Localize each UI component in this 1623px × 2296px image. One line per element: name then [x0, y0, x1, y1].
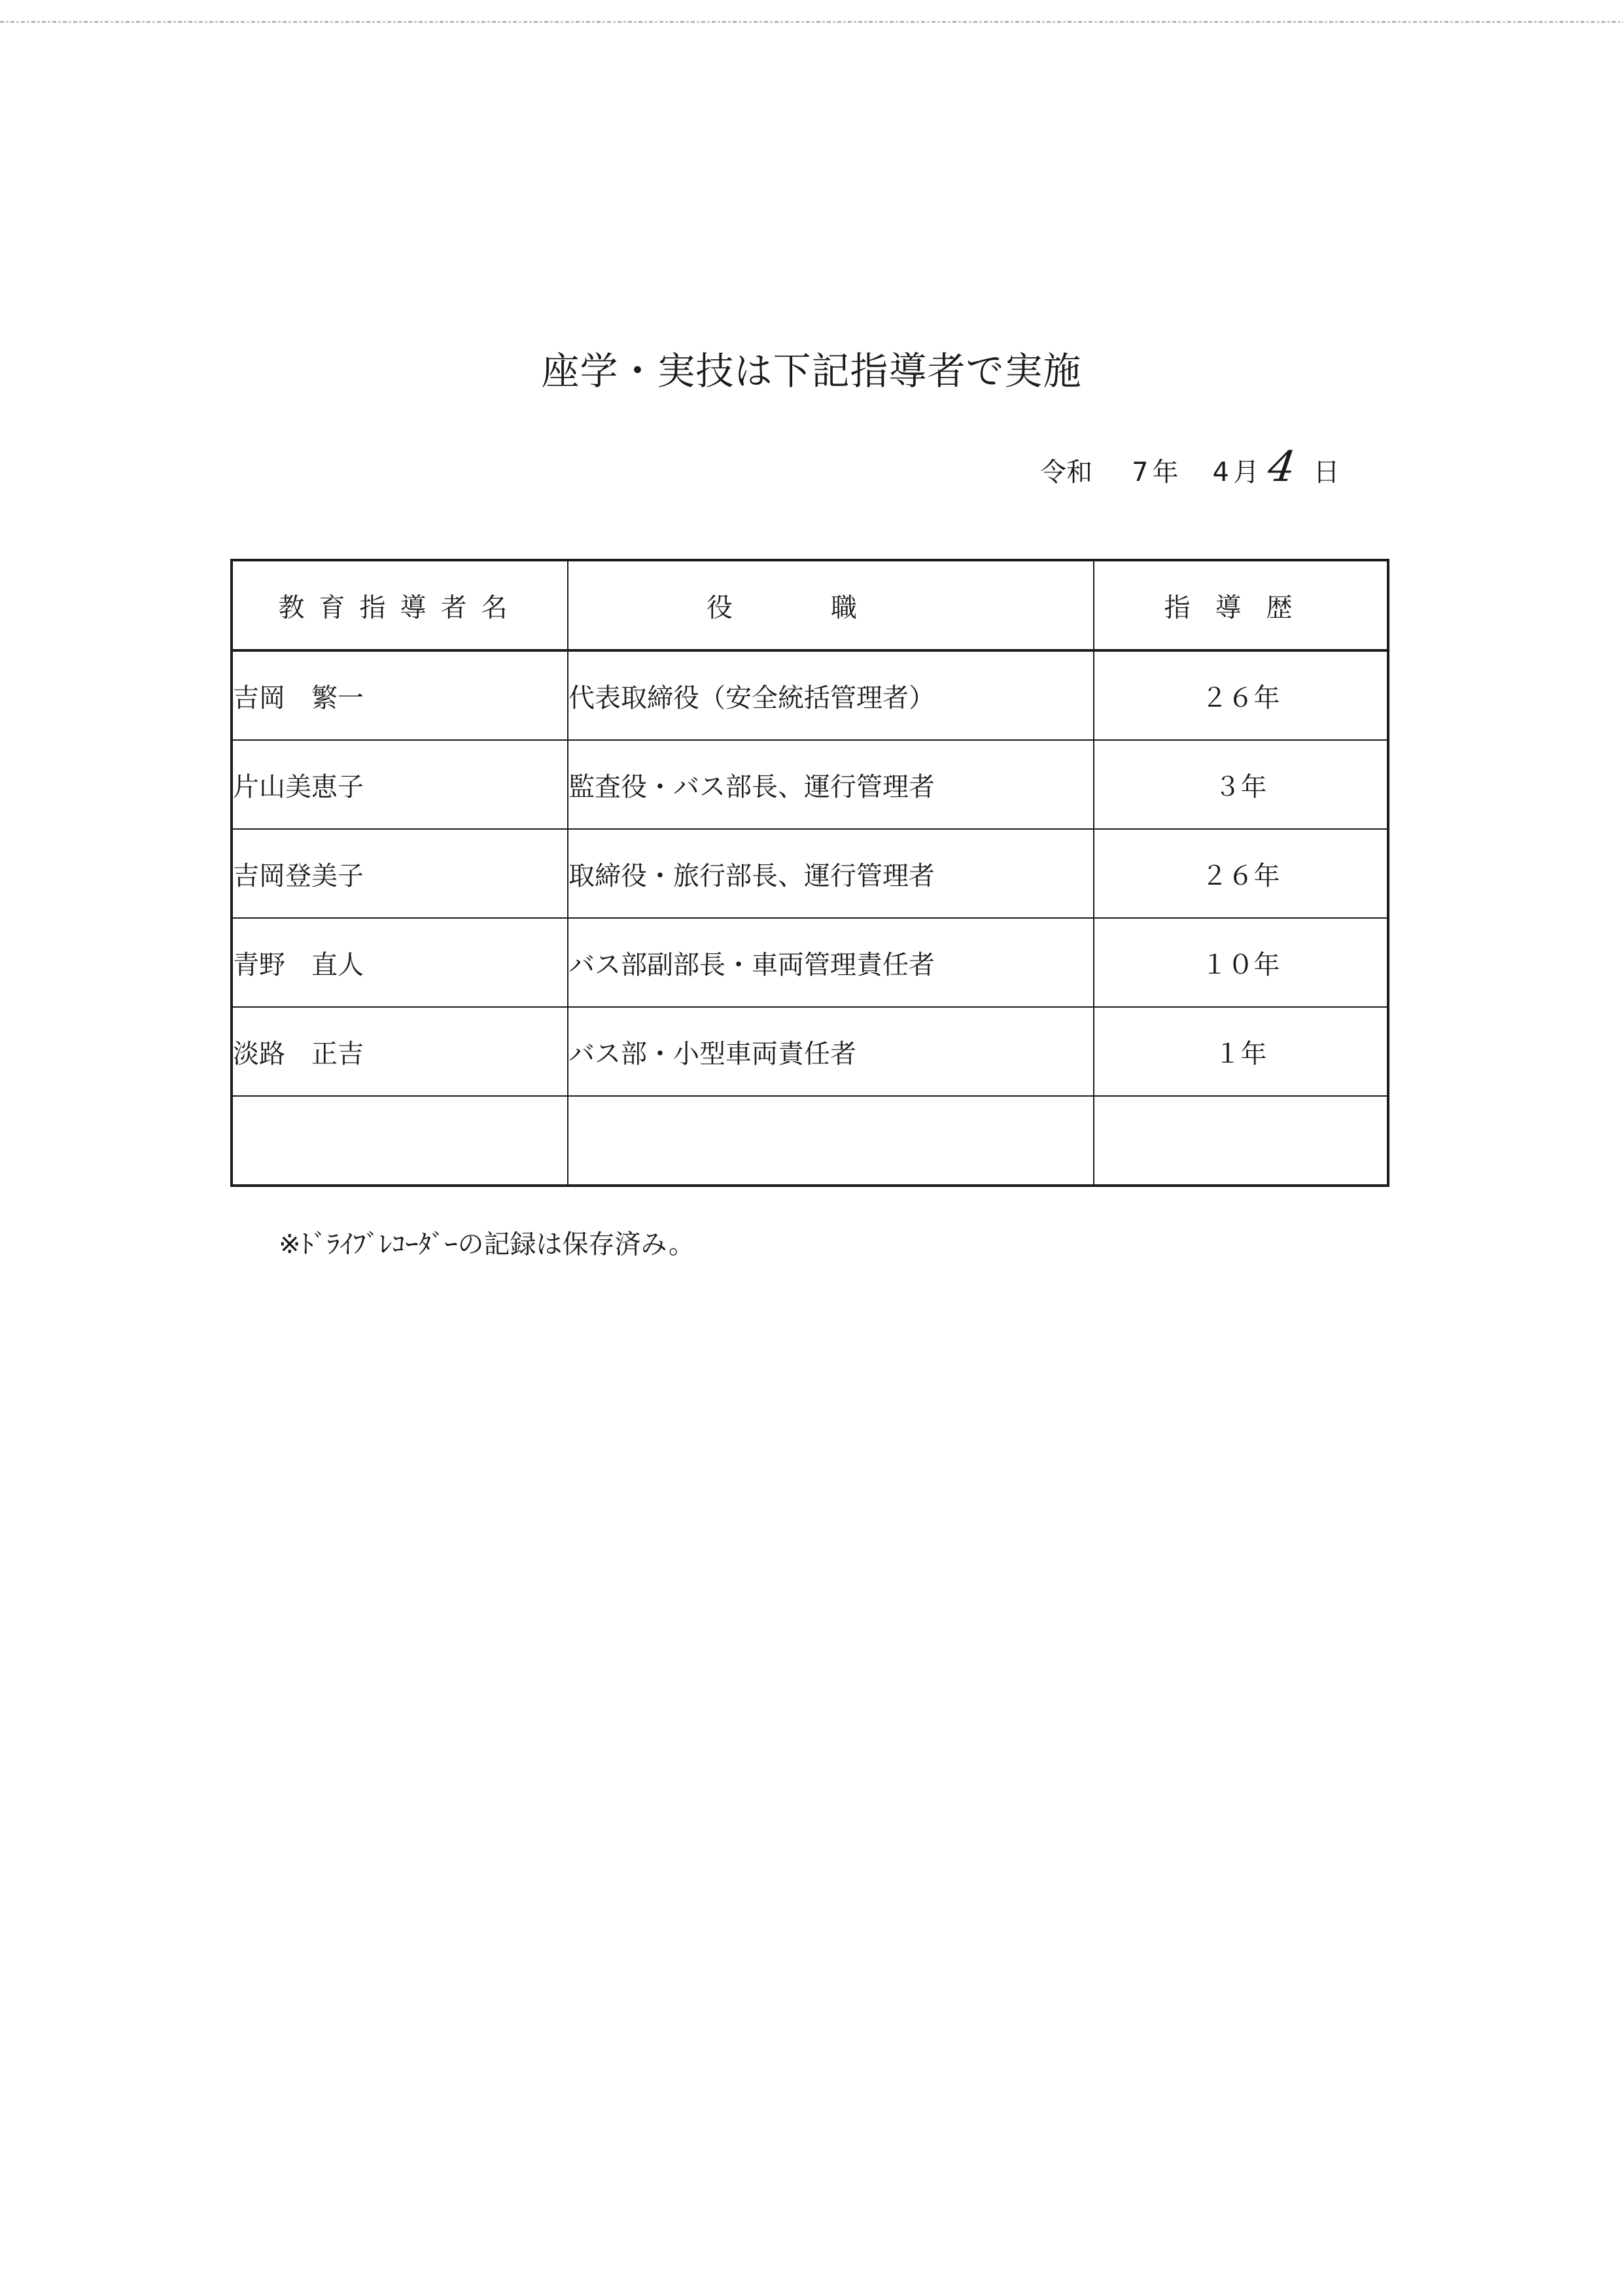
header-role: 役職 — [568, 560, 1094, 650]
instructor-years — [1094, 1096, 1388, 1186]
instructor-years: ３年 — [1094, 740, 1388, 829]
table-row-empty — [232, 1096, 1388, 1186]
document-date — [1040, 443, 1340, 491]
instructor-table — [230, 559, 1389, 1187]
table-row — [232, 650, 1388, 740]
instructor-name: 吉岡登美子 — [232, 829, 568, 918]
instructor-name — [232, 1096, 568, 1186]
header-teaching-years: 指導歴 — [1094, 560, 1388, 650]
instructor-role: 代表取締役（安全統括管理者） — [568, 650, 1094, 740]
date-month: 4 — [1212, 457, 1229, 487]
instructor-role — [568, 1096, 1094, 1186]
date-day-unit: 日 — [1313, 457, 1340, 487]
date-day-handwritten: 4 — [1265, 443, 1299, 491]
instructor-years: ２６年 — [1094, 650, 1388, 740]
instructor-role: 監査役・バス部長、運行管理者 — [568, 740, 1094, 829]
date-month-unit: 月 — [1232, 457, 1259, 487]
document-title: 座学・実技は下記指導者で実施 — [541, 349, 1082, 393]
instructor-name: 吉岡 繁一 — [232, 650, 568, 740]
table-row — [232, 740, 1388, 829]
instructor-name: 片山美恵子 — [232, 740, 568, 829]
table-row — [232, 829, 1388, 918]
date-year-unit: 年 — [1152, 457, 1179, 487]
instructor-name: 淡路 正吉 — [232, 1007, 568, 1096]
instructor-role: バス部・小型車両責任者 — [568, 1007, 1094, 1096]
instructor-years: １年 — [1094, 1007, 1388, 1096]
scan-edge-artifact — [0, 21, 1623, 23]
footnote-drive-recorder: ※ﾄﾞﾗｲﾌﾞﾚｺｰﾀﾞｰの記録は保存済み。 — [279, 1229, 695, 1260]
table-header-row — [232, 560, 1388, 650]
date-year: 7 — [1132, 457, 1149, 487]
date-era: 令和 — [1040, 457, 1092, 487]
instructor-years: １０年 — [1094, 918, 1388, 1007]
header-instructor-name: 教育指導者名 — [232, 560, 568, 650]
instructor-years: ２６年 — [1094, 829, 1388, 918]
instructor-role: バス部副部長・車両管理責任者 — [568, 918, 1094, 1007]
instructor-name: 青野 直人 — [232, 918, 568, 1007]
table-row — [232, 918, 1388, 1007]
table-row — [232, 1007, 1388, 1096]
instructor-role: 取締役・旅行部長、運行管理者 — [568, 829, 1094, 918]
